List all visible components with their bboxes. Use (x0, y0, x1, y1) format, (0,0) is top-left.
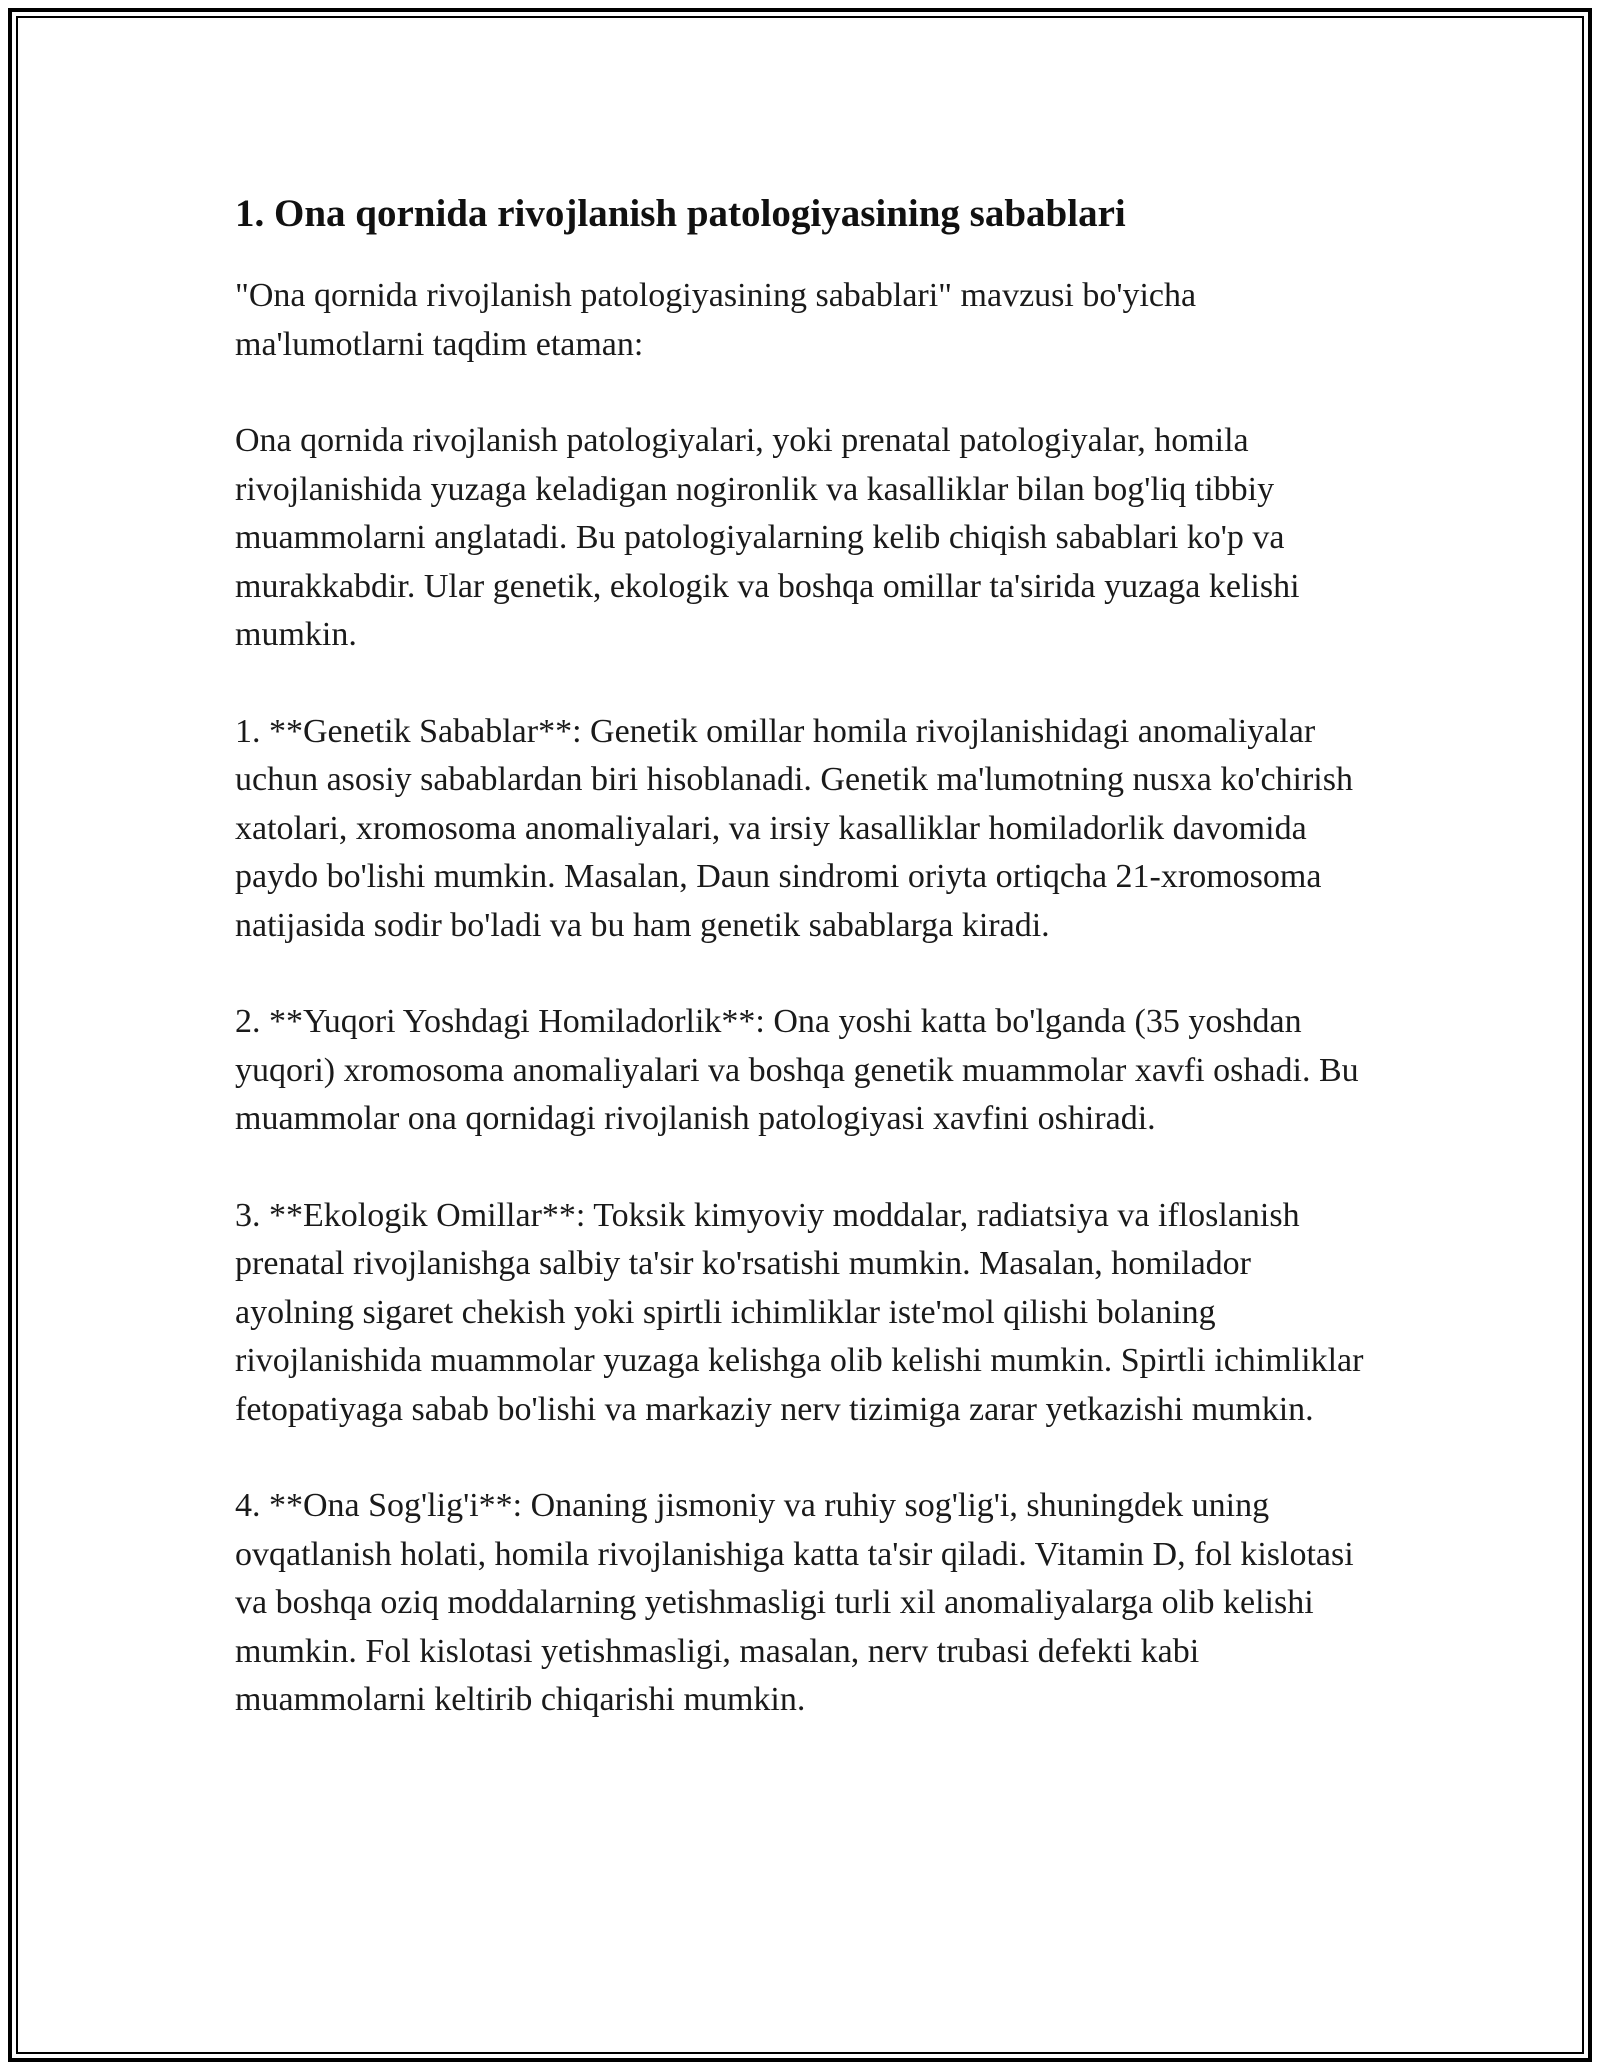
document-body (235, 188, 1375, 1773)
document-title: 1. Ona qornida rivojlanish patologiyasining sabablari (235, 192, 1126, 235)
genetic-causes-paragraph: 1. **Genetik Sabablar**: Genetik omillar homila rivojlanishidagi anomaliyalar uchun asosiy sabablardan biri hisoblanadi. Genetik ma'lumotning nusxa ko'chirish xatolari, xromosoma anomaliyalari, va irsiy kasalliklar homiladorlik davomida paydo bo'lishi mumkin. Masalan, Daun sindromi oriyta ortiqcha 21-xromosoma natijasida sodir bo'ladi va bu ham genetik sabablarga kiradi. (235, 712, 1353, 944)
maternal-age-paragraph: 2. **Yuqori Yoshdagi Homiladorlik**: Ona yoshi katta bo'lganda (35 yoshdan yuqori) xromosoma anomaliyalari va boshqa genetik muammolar xavfi oshadi. Bu muammolar ona qornidagi rivojlanish patologiyasi xavfini oshiradi. (235, 1003, 1359, 1137)
maternal-health-paragraph: 4. **Ona Sog'lig'i**: Onaning jismoniy va ruhiy sog'lig'i, shuningdek uning ovqatlanish holati, homila rivojlanishiga katta ta'sir qiladi. Vitamin D, fol kislotasi va boshqa oziq moddalarning yetishmasligi turli xil anomaliyalarga olib kelishi mumkin. Fol kislotasi yetishmasligi, masalan, nerv trubasi defekti kabi muammolarni keltirib chiqarishi mumkin. (235, 1487, 1354, 1718)
overview-paragraph: Ona qornida rivojlanish patologiyalari, yoki prenatal patologiyalar, homila rivojlanishida yuzaga keladigan nogironlik va kasalliklar bilan bog'liq tibbiy muammolarni anglatadi. Bu patologiyalarning kelib chiqish sabablari ko'p va murakkabdir. Ular genetik, ekologik va boshqa omillar ta'sirida yuzaga kelishi mumkin. (235, 422, 1300, 653)
ecological-factors-paragraph: 3. **Ekologik Omillar**: Toksik kimyoviy moddalar, radiatsiya va ifloslanish prenatal rivojlanishga salbiy ta'sir ko'rsatishi mumkin. Masalan, homilador ayolning sigaret chekish yoki spirtli ichimliklar iste'mol qilishi bolaning rivojlanishida muammolar yuzaga kelishga olib kelishi mumkin. Spirtli ichimliklar fetopatiyaga sabab bo'lishi va markaziy nerv tizimiga zarar yetkazishi mumkin. (235, 1196, 1364, 1428)
intro-paragraph: "Ona qornida rivojlanish patologiyasining sabablari" mavzusi bo'yicha ma'lumotlarni taqdim etaman: (235, 277, 1197, 363)
